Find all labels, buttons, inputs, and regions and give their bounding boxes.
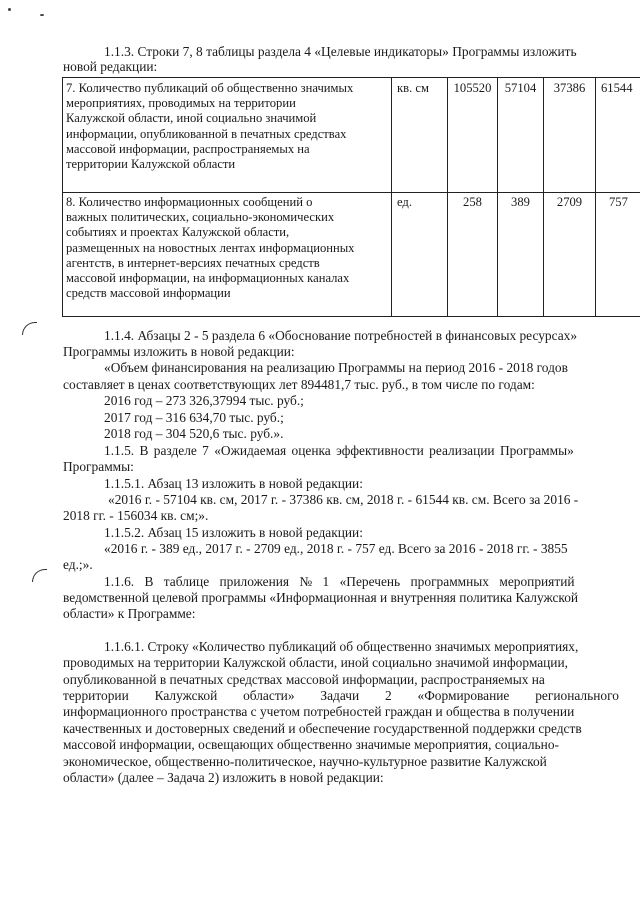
section-1-1-4-line-1 bbox=[104, 328, 620, 344]
word: регионального bbox=[535, 688, 619, 703]
section-1-1-6-1-line-1: 1.1.6.1. Строку «Количество публикаций об общественно значимых мероприятиях, bbox=[104, 639, 579, 654]
value-cell-2017: 389 bbox=[511, 195, 530, 209]
section-1-1-5-line-2: Программы: bbox=[63, 459, 134, 474]
cell-text-line: массовой информации, на информационных каналах bbox=[66, 271, 350, 286]
cell-text-line: размещенных на новостных лентах информационных bbox=[66, 240, 355, 255]
section-1-1-4-line-2: Программы изложить в новой редакции: bbox=[63, 344, 295, 359]
word: Калужской bbox=[154, 688, 218, 703]
section-1-1-4-line-3: «Объем финансирования на реализацию Программы на период 2016 - 2018 годов bbox=[104, 360, 568, 375]
word: 2 bbox=[384, 688, 392, 703]
cell-text-line: важных политических, социально-экономических bbox=[66, 210, 335, 225]
year-2017-amount: 2017 год – 316 634,70 тыс. руб.; bbox=[104, 410, 284, 425]
section-1-1-6-1-line-3: опубликованной в печатных средствах массовой информации, распространяемых на bbox=[63, 672, 545, 687]
text-run: 1.1.4. Абзацы 2 - 5 раздела 6 «Обоснование потребностей в финансовых ресурсах» bbox=[104, 328, 578, 343]
value-cell-2017: 57104 bbox=[504, 81, 537, 95]
section-1-1-6-1-line-2: проводимых на территории Калужской области, иной социально значимой информации, bbox=[63, 655, 568, 670]
section-1-1-5-2-line-1: «2016 г. - 389 ед., 2017 г. - 2709 ед., 2018 г. - 757 ед. Всего за 2016 - 2018 гг. - 3855 bbox=[104, 541, 568, 556]
word: территории bbox=[63, 688, 129, 703]
scan-mark bbox=[32, 569, 47, 582]
word: Задачи bbox=[320, 688, 360, 703]
section-1-1-6-1-line-9: области» (далее – Задача 2) изложить в новой редакции: bbox=[63, 770, 384, 785]
indicator-name-cell bbox=[63, 192, 389, 301]
word: области» bbox=[243, 688, 295, 703]
cell-text-line: мероприятиях, проводимых на территории bbox=[66, 96, 296, 111]
value-cell-total: 757 bbox=[609, 195, 628, 209]
section-1-1-5-1-title: 1.1.5.1. Абзац 13 изложить в новой редакции: bbox=[104, 476, 363, 491]
section-1-1-5-1-line-1: «2016 г. - 57104 кв. см, 2017 г. - 37386 кв. см, 2018 г. - 61544 кв. см. Всего за 2016 - bbox=[108, 492, 579, 507]
cell-text-line: массовой информации, распространяемых на bbox=[66, 141, 310, 156]
section-1-1-5-2-title: 1.1.5.2. Абзац 15 изложить в новой редакции: bbox=[104, 525, 363, 540]
cell-text-line: 8. Количество информационных сообщений о bbox=[66, 195, 313, 209]
year-2016-amount: 2016 год – 273 326,37994 тыс. руб.; bbox=[104, 393, 304, 408]
year-2018-amount: 2018 год – 304 520,6 тыс. руб.». bbox=[104, 426, 284, 441]
intro-line-1: 1.1.3. Строки 7, 8 таблицы раздела 4 «Целевые индикаторы» Программы изложить bbox=[104, 44, 577, 59]
section-1-1-6-line-1: 1.1.6. В таблице приложения № 1 «Перечень программных мероприятий bbox=[104, 574, 575, 589]
value-cell-2016: 258 bbox=[463, 195, 482, 209]
cell-text-line: территории Калужской области bbox=[66, 157, 236, 172]
scan-speck bbox=[40, 14, 44, 16]
word: «Формирование bbox=[417, 688, 510, 703]
intro-line-2: новой редакции: bbox=[63, 59, 158, 74]
section-1-1-5-2-line-2: ед.;». bbox=[63, 557, 93, 572]
section-1-1-6-1-line-5: информационного пространства с учетом потребностей граждан и общества в получении bbox=[63, 704, 575, 719]
value-cell-2018: 37386 bbox=[553, 81, 586, 95]
section-1-1-6-1-line-6: качественных и достоверных сведений и обеспечение государственной поддержки средств bbox=[63, 721, 582, 736]
cell-text-line: средств массовой информации bbox=[66, 286, 231, 301]
unit-cell: ед. bbox=[397, 195, 412, 209]
value-cell-2018: 2709 bbox=[556, 195, 583, 209]
table-col-divider bbox=[391, 78, 392, 316]
section-1-1-6-line-3: области» к Программе: bbox=[63, 606, 196, 621]
cell-text-line: агентств, в интернет-версиях печатных средств bbox=[66, 255, 320, 270]
table-col-divider bbox=[595, 78, 596, 316]
section-1-1-6-1-line-4 bbox=[63, 688, 619, 704]
indicators-table bbox=[62, 77, 640, 317]
cell-text-line: 7. Количество публикаций об общественно значимых bbox=[66, 81, 354, 95]
section-1-1-6-line-2: ведомственной целевой программы «Информационная и внутренняя политика Калужской bbox=[63, 590, 579, 605]
cell-text-line: информации, опубликованной в печатных средствах bbox=[66, 126, 347, 141]
scan-mark bbox=[22, 322, 37, 335]
section-1-1-5-1-line-2: 2018 гг. - 156034 кв. см;». bbox=[63, 508, 209, 523]
value-cell-total: 61544 bbox=[601, 81, 633, 95]
section-1-1-6-1-line-7: массовой информации, освещающих общественно значимые мероприятия, социально- bbox=[63, 737, 559, 752]
cell-text-line: событиях и проектах Калужской области, bbox=[66, 225, 290, 240]
cell-text-line: Калужской области, иной социально значимой bbox=[66, 111, 317, 126]
indicator-name-cell bbox=[63, 78, 389, 172]
section-1-1-6-1-line-8: экономическое, общественно-политическое, научно-культурное развитие Калужской bbox=[63, 754, 547, 769]
section-1-1-5-line-1: 1.1.5. В разделе 7 «Ожидаемая оценка эффективности реализации Программы» bbox=[104, 443, 574, 458]
scan-speck bbox=[8, 8, 11, 11]
value-cell-2016: 105520 bbox=[453, 81, 492, 95]
unit-cell: кв. см bbox=[397, 81, 429, 95]
section-1-1-4-line-4: составляет в ценах соответствующих лет 894481,7 тыс. руб., в том числе по годам: bbox=[63, 377, 535, 392]
